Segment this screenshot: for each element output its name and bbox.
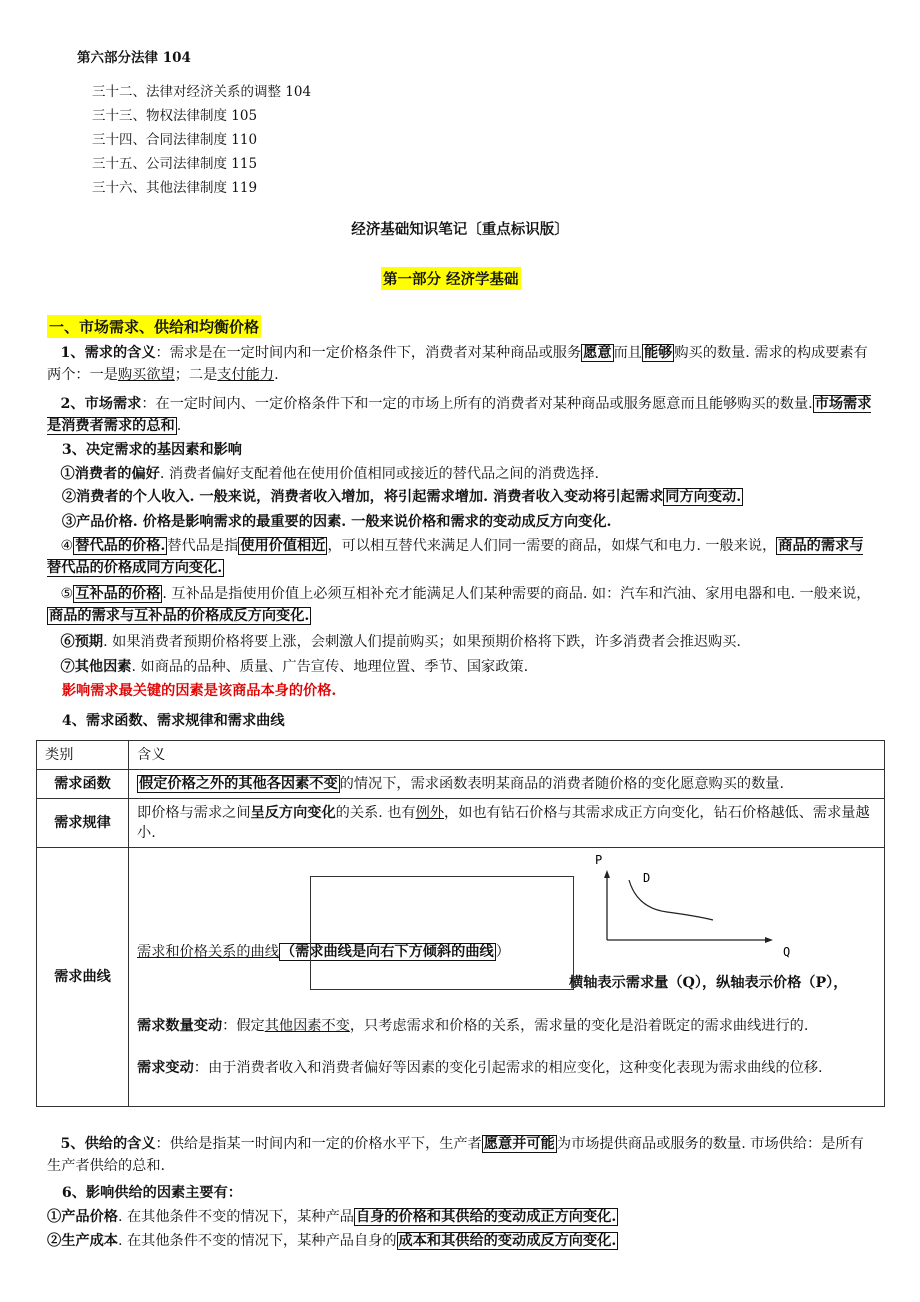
text: ：在一定时间内、一定价格条件下和一定的市场上所有的消费者对某种商品或服务愿意而且能够购买的数量. [141,396,813,412]
text: ：假定 [222,1018,265,1034]
table-cell-meaning [129,770,885,799]
text: ，如也有钻石价格与其需求成正方向变化，钻石价格越低、需求量越小. [137,805,870,841]
underlined-term: 购买欲望 [117,366,175,383]
part-title: 第一部分 经济学基础 [381,267,521,290]
text: ：供给是指某一时间内和一定的价格水平下，生产者 [155,1136,482,1152]
text: 的关系. 也有 [335,805,416,821]
term: ②生产成本 [47,1233,118,1249]
table-cell-category: 需求规律 [37,799,129,848]
boxed-term: 成本和其供给的变动成反方向变化. [398,1233,617,1249]
term: 2、市场需求 [60,396,142,412]
demand-curve [629,880,713,920]
text: . 如商品的品种、质量、广告宣传、地理位置、季节、国家政策. [131,659,529,675]
table-header-cell: 类别 [37,741,129,770]
factor-other [47,657,877,679]
table-row [37,770,885,799]
text: 影响需求最关键的因素是该商品本身的价格. [61,683,337,699]
text: ） [495,944,510,960]
text: ⑤ [60,586,74,602]
table-cell-meaning [129,799,885,848]
document-title: 经济基础知识笔记〔重点标识版〕 [351,221,569,238]
quantity-change-text [137,1016,876,1036]
text: 4、需求函数、需求规律和需求曲线 [61,713,285,729]
toc-item[interactable]: 三十五、公司法律制度 115 [92,156,258,172]
key-point-red [47,681,877,703]
text: 替代品是指 [167,538,239,554]
text: 即价格与需求之间 [137,805,251,821]
text: . [274,366,279,383]
table-header-row [37,741,885,770]
paragraph-supply-definition [47,1134,877,1177]
text: ：由于消费者收入和消费者偏好等因素的变化引起需求的相应变化，这种变化表现为需求曲线的位移. [193,1060,823,1076]
toc-item[interactable]: 三十二、法律对经济关系的调整 104 [92,84,312,100]
paragraph-market-demand [47,394,877,437]
table-row [37,799,885,848]
toc-part-heading: 第六部分法律 104 [77,50,191,66]
term: 呈反方向变化 [250,805,336,821]
x-axis-label: Q [783,945,791,959]
boxed-term: 假定价格之外的其他各因素不变 [139,776,338,792]
text: . 在其他条件不变的情况下，某种产品 [117,1209,354,1225]
text: 购买的数量. 需求的构成要素有两个：一是 [47,345,868,383]
text: 3、决定需求的基因素和影响 [61,442,242,458]
supply-factor-price [47,1207,877,1229]
factor-expectation [47,632,877,654]
term: ⑦其他因素 [60,659,132,675]
factor-preference [47,464,877,486]
boxed-term: 自身的价格和其供给的变动成正方向变化. [355,1209,617,1225]
boxed-term: 市场需求是消费者需求的总和 [47,396,872,434]
term: 1、需求的含义 [60,345,156,361]
heading-supply-factors [47,1183,877,1205]
table-cell-category: 需求曲线 [37,848,129,1107]
text: 6、影响供给的因素主要有： [61,1185,242,1201]
toc-item[interactable]: 三十四、合同法律制度 110 [92,132,258,148]
term: 5、供给的含义 [60,1136,156,1152]
text: ④ [60,538,74,554]
text: 的情况下，需求函数表明某商品的消费者随价格的变化愿意购买的数量. [339,776,784,792]
text: ，可以相互替代来满足人们同一需要的商品，如煤气和电力. 一般来说， [327,538,777,554]
boxed-term: 商品的需求与互补品的价格成反方向变化. [49,607,310,624]
figure-frame [310,876,574,990]
y-axis-label: P [595,853,603,867]
text: 横轴表示需求量（Q），纵轴表示价格（P）， [569,975,848,991]
boxed-term: 商品的需求与替代品的价格成同方向变化. [47,538,864,576]
boxed-term: 替代品的价格. [75,538,166,554]
term: ①消费者的偏好 [60,466,160,482]
supply-factor-cost [47,1231,877,1253]
section-title: 一、市场需求、供给和均衡价格 [47,315,261,338]
boxed-term: 愿意 [583,345,612,361]
toc-item[interactable]: 三十三、物权法律制度 105 [92,108,258,124]
heading-demand-factors [47,440,877,462]
text: . 如果消费者预期价格将要上涨，会刺激人们提前购买；如果预期价格将下跌，许多消费者会推迟购买. [103,634,741,650]
term: ①产品价格 [47,1209,118,1225]
factor-complement [47,584,877,627]
table-header-cell: 含义 [129,741,885,770]
text: . 消费者偏好支配着他在使用价值相同或接近的替代品之间的消费选择. [159,466,600,482]
boxed-term: 互补品的价格 [75,586,161,602]
term: 需求数量变动 [137,1018,223,1034]
boxed-term: 愿意并可能 [483,1136,555,1152]
underlined-term: 例外 [415,805,445,821]
term: ⑥预期 [60,634,104,650]
factor-price [47,512,877,534]
boxed-term: 同方向变动. [665,489,742,505]
underlined-term: 支付能力 [217,366,275,383]
factor-substitute [47,536,877,579]
demand-change-text [137,1058,876,1078]
curve-label: D [643,871,651,885]
text: . [176,417,182,434]
x-axis-arrow [765,937,773,943]
term: 需求变动 [137,1060,194,1076]
paragraph-demand-definition [47,343,877,386]
demand-curve-graph [577,848,807,963]
factor-income [47,487,877,509]
table-cell-category: 需求函数 [37,770,129,799]
y-axis-arrow [604,870,610,878]
boxed-term: 能够 [643,345,673,361]
text: ，只考虑需求和价格的关系，需求量的变化是沿着既定的需求曲线进行的. [349,1018,809,1034]
heading-demand-function [47,711,877,733]
boxed-term: （需求曲线是向右下方倾斜的曲线 [280,944,494,960]
text: ；二是 [174,366,218,383]
underlined-term: 需求和价格关系的曲线 [137,944,279,960]
text: ②消费者的个人收入. 一般来说，消费者收入增加，将引起需求增加. 消费者收入变动将引起需求 [61,489,664,505]
text: . 在其他条件不变的情况下，某种产品自身的 [117,1233,397,1249]
toc-item[interactable]: 三十六、其他法律制度 119 [92,180,258,196]
text: ：需求是在一定时间内和一定价格条件下，消费者对某种商品或服务 [155,345,582,361]
text: . 互补品是指使用价值上必须互相补充才能满足人们某种需要的商品. 如：汽车和汽油、家用电器和电. 一般来说， [162,586,871,602]
boxed-term: 使用价值相近 [240,538,326,554]
text: ③产品价格. 价格是影响需求的最重要的因素. 一般来说价格和需求的变动成反方向变化. [61,514,612,530]
underlined-term: 其他因素不变 [264,1018,350,1034]
text: 而且 [613,345,642,361]
text: 为市场提供商品或服务的数量. 市场供给：是所有生产者供给的总和. [47,1136,864,1174]
